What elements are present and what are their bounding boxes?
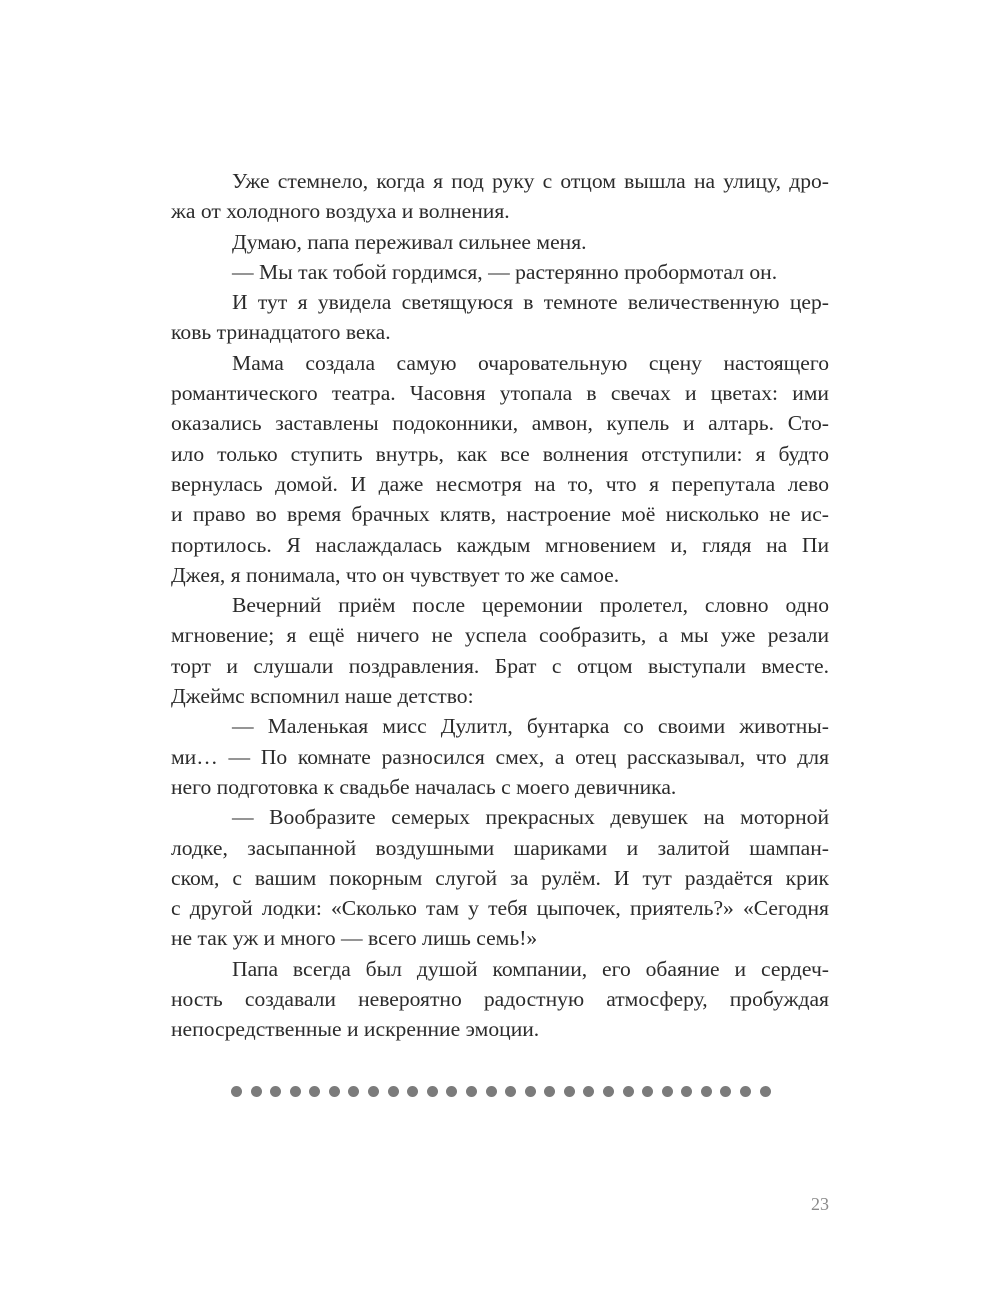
separator-dot bbox=[329, 1086, 340, 1097]
text-line: Папа всегда был душой компании, его обаяние и сердеч- bbox=[232, 956, 829, 981]
separator-dot bbox=[368, 1086, 379, 1097]
text-line: И тут я увидела светящуюся в темноте величественную цер- bbox=[232, 290, 829, 315]
text-line: — Мы так тобой гордимся, — растерянно пробормотал он. bbox=[232, 259, 778, 284]
text-line: — Вообразите семерых прекрасных девушек на моторной bbox=[232, 805, 829, 830]
separator-dot bbox=[701, 1086, 712, 1097]
separator-dot bbox=[544, 1086, 555, 1097]
text-line: жа от холодного воздуха и волнения. bbox=[171, 199, 510, 224]
text-line: ми… — По комнате разносился смех, а отец рассказывал, что для bbox=[171, 744, 829, 769]
separator-dot bbox=[760, 1086, 771, 1097]
separator-dot bbox=[251, 1086, 262, 1097]
text-line: ковь тринадцатого века. bbox=[171, 320, 391, 345]
separator-dot bbox=[505, 1086, 516, 1097]
separator-dot bbox=[603, 1086, 614, 1097]
text-line: с другой лодки: «Сколько там у тебя цыпочек, приятель?» «Сегодня bbox=[171, 896, 829, 921]
dotted-separator bbox=[231, 1084, 771, 1098]
separator-dot bbox=[720, 1086, 731, 1097]
text-line: ность создавали невероятно радостную атмосферу, пробуждая bbox=[171, 987, 829, 1012]
text-line: ском, с вашим покорным слугой за рулём. И тут раздаётся крик bbox=[171, 865, 829, 890]
separator-dot bbox=[740, 1086, 751, 1097]
separator-dot bbox=[642, 1086, 653, 1097]
separator-dot bbox=[231, 1086, 242, 1097]
separator-dot bbox=[348, 1086, 359, 1097]
text-line: ило только ступить внутрь, как все волнения отступили: я будто bbox=[171, 441, 829, 466]
text-line: Джеймс вспомнил наше детство: bbox=[171, 684, 474, 709]
text-line: Вечерний приём после церемонии пролетел, словно одно bbox=[232, 593, 829, 618]
text-line: торт и слушали поздравления. Брат с отцом выступали вместе. bbox=[171, 653, 829, 678]
text-line: него подготовка к свадьбе началась с моего девичника. bbox=[171, 774, 677, 799]
text-line: не так уж и много — всего лишь семь!» bbox=[171, 926, 538, 951]
page-number: 23 bbox=[811, 1194, 829, 1214]
separator-dot bbox=[290, 1086, 301, 1097]
separator-dot bbox=[427, 1086, 438, 1097]
separator-dot bbox=[407, 1086, 418, 1097]
separator-dot bbox=[466, 1086, 477, 1097]
separator-dot bbox=[270, 1086, 281, 1097]
body-text bbox=[171, 166, 829, 1045]
text-line: оказались заставлены подоконники, амвон, купель и алтарь. Сто- bbox=[171, 411, 829, 436]
text-line: лодке, засыпанной воздушными шариками и залитой шампан- bbox=[171, 835, 829, 860]
text-line: Думаю, папа переживал сильнее меня. bbox=[232, 229, 587, 254]
text-line: и право во время брачных клятв, настроение моё нисколько не ис- bbox=[171, 502, 829, 527]
separator-dot bbox=[486, 1086, 497, 1097]
text-line: Мама создала самую очаровательную сцену настоящего bbox=[232, 350, 829, 375]
text-line: Джея, я понимала, что он чувствует то же самое. bbox=[171, 562, 620, 587]
text-line: вернулась домой. И даже несмотря на то, что я перепутала лево bbox=[171, 471, 829, 496]
text-line: романтического театра. Часовня утопала в свечах и цветах: ими bbox=[171, 381, 829, 406]
separator-dot bbox=[583, 1086, 594, 1097]
separator-dot bbox=[525, 1086, 536, 1097]
text-line: непосредственные и искренние эмоции. bbox=[171, 1017, 540, 1042]
separator-dot bbox=[564, 1086, 575, 1097]
separator-dot bbox=[623, 1086, 634, 1097]
separator-dot bbox=[388, 1086, 399, 1097]
separator-dot bbox=[681, 1086, 692, 1097]
text-line: мгновение; я ещё ничего не успела сообразить, а мы уже резали bbox=[171, 623, 829, 648]
separator-dot bbox=[662, 1086, 673, 1097]
text-line: Уже стемнело, когда я под руку с отцом вышла на улицу, дро- bbox=[232, 169, 829, 193]
separator-dot bbox=[309, 1086, 320, 1097]
text-line: — Маленькая мисс Дулитл, бунтарка со своими животны- bbox=[232, 714, 829, 739]
text-line: портилось. Я наслаждалась каждым мгновением и, глядя на Пи bbox=[171, 532, 829, 557]
separator-dot bbox=[446, 1086, 457, 1097]
